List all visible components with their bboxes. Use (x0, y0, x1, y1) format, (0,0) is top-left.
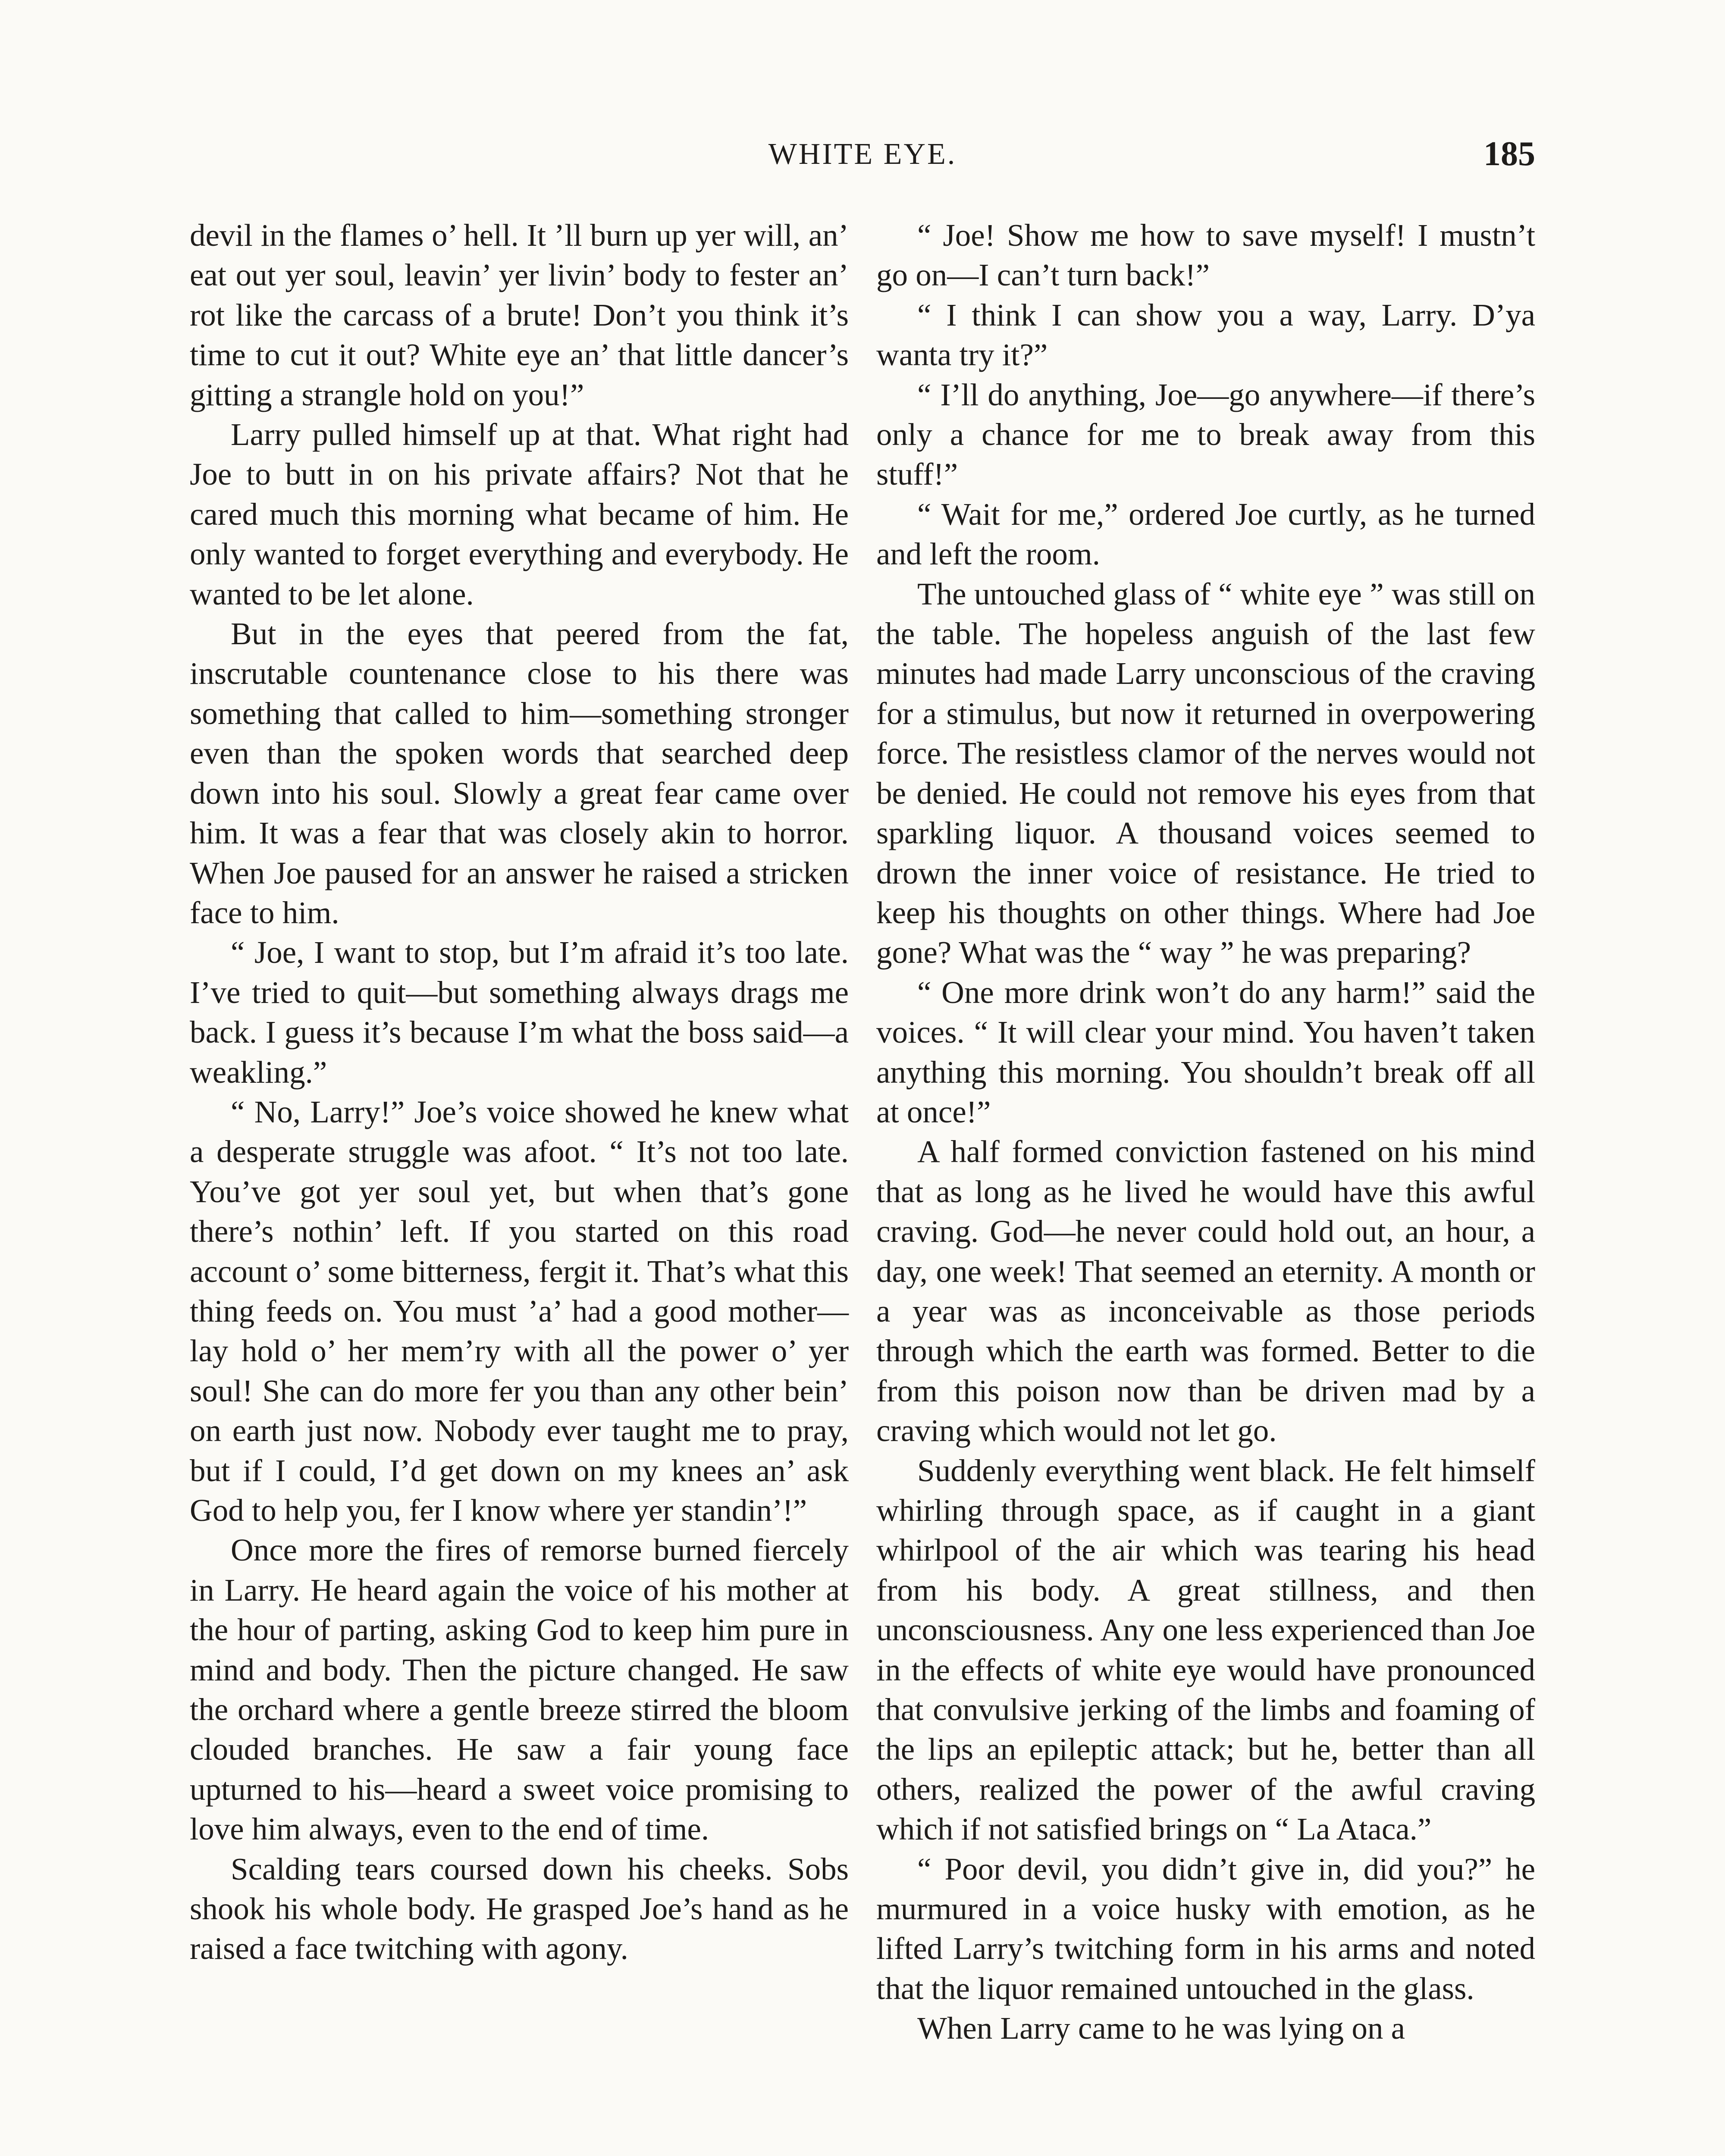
paragraph: “ One more drink won’t do any harm!” said the voices. “ It will clear your mind. You haven’t taken anything this morning. You shouldn’t break off all at once!” (876, 975, 1535, 1129)
paragraph: “ I’ll do anything, Joe—go anywhere—if there’s only a chance for me to break away from this stuff!” (876, 377, 1535, 492)
paragraph: But in the eyes that peered from the fat, inscrutable countenance close to his there was something that called to him—something stronger even than the spoken words that searched deep down into his soul. Slowly a great fear came over him. It was a fear that was closely akin to horror. When Joe paused for an answer he raised a stricken face to him. (190, 616, 849, 930)
running-head (190, 137, 1535, 185)
paragraph: The untouched glass of “ white eye ” was still on the table. The hopeless anguish of the last few minutes had made Larry unconscious of the craving for a stimulus, but now it returned in overpowering force. The resistless clamor of the nerves would not be denied. He could not remove his eyes from that sparkling liquor. A thousand voices seemed to drown the inner voice of resistance. He tried to keep his thoughts on other things. Where had Joe gone? What was the “ way ” he was preparing? (876, 576, 1535, 970)
paragraph: Suddenly everything went black. He felt himself whirling through space, as if caught in a giant whirlpool of the air which was tearing his head from his body. A great stillness, and then unconsciousness. Any one less experienced than Joe in the effects of white eye would have pronounced that convulsive jerking of the limbs and foaming of the lips an epileptic attack; but he, better than all others, realized the power of the awful craving which if not satisfied brings on “ La Ataca.” (876, 1453, 1535, 1847)
paragraph: devil in the flames o’ hell. It ’ll burn up yer will, an’ eat out yer soul, leavin’ yer livin’ body to fester an’ rot like the carcass of a brute! Don’t you think it’s time to cut it out? White eye an’ that little dancer’s gitting a strangle hold on you!” (190, 218, 849, 412)
chapter-title: WHITE EYE. (768, 138, 957, 171)
right-column (876, 216, 1535, 2049)
paragraph: “ Poor devil, you didn’t give in, did you?” he murmured in a voice husky with emotion, as he lifted Larry’s twitching form in his arms and noted that the liquor remained untouched in the glass. (876, 1851, 1535, 2006)
paragraph: “ No, Larry!” Joe’s voice showed he knew what a desperate struggle was afoot. “ It’s not too late. You’ve got yer soul yet, but when that’s gone there’s nothin’ left. If you started on this road account o’ some bitterness, fergit it. That’s what this thing feeds on. You must ’a’ had a good mother—lay hold o’ her mem’ry with all the power o’ yer soul! She can do more fer you than any other bein’ on earth just now. Nobody ever taught me to pray, but if I could, I’d get down on my knees an’ ask God to help you, fer I know where yer standin’!” (190, 1094, 849, 1528)
paragraph: Larry pulled himself up at that. What right had Joe to butt in on his private affairs? Not that he cared much this morning what became of him. He only wanted to forget everything and everybody. He wanted to be let alone. (190, 417, 849, 611)
paragraph: A half formed conviction fastened on his mind that as long as he lived he would have this awful craving. God—he never could hold out, an hour, a day, one week! That seemed an eternity. A month or a year was as inconceivable as those periods through which the earth was formed. Better to die from this poison now than be driven mad by a craving which would not let go. (876, 1134, 1535, 1448)
page-number: 185 (1484, 135, 1535, 173)
paragraph: “ I think I can show you a way, Larry. D’ya wanta try it?” (876, 297, 1535, 373)
paragraph: “ Wait for me,” ordered Joe curtly, as he turned and left the room. (876, 496, 1535, 572)
paragraph: Scalding tears coursed down his cheeks. Sobs shook his whole body. He grasped Joe’s hand as he raised a face twitching with agony. (190, 1851, 849, 1966)
paragraph: When Larry came to he was lying on a (917, 2011, 1405, 2046)
paragraph: Once more the fires of remorse burned fiercely in Larry. He heard again the voice of his mother at the hour of parting, asking God to keep him pure in mind and body. Then the picture changed. He saw the orchard where a gentle breeze stirred the bloom clouded branches. He saw a fair young face upturned to his—heard a sweet voice promising to love him always, even to the end of time. (190, 1532, 849, 1847)
paragraph: “ Joe! Show me how to save myself! I mustn’t go on—I can’t turn back!” (876, 218, 1535, 293)
paragraph: “ Joe, I want to stop, but I’m afraid it’s too late. I’ve tried to quit—but something always drags me back. I guess it’s because I’m what the boss said—a weakling.” (190, 935, 849, 1090)
left-column (190, 216, 849, 1969)
